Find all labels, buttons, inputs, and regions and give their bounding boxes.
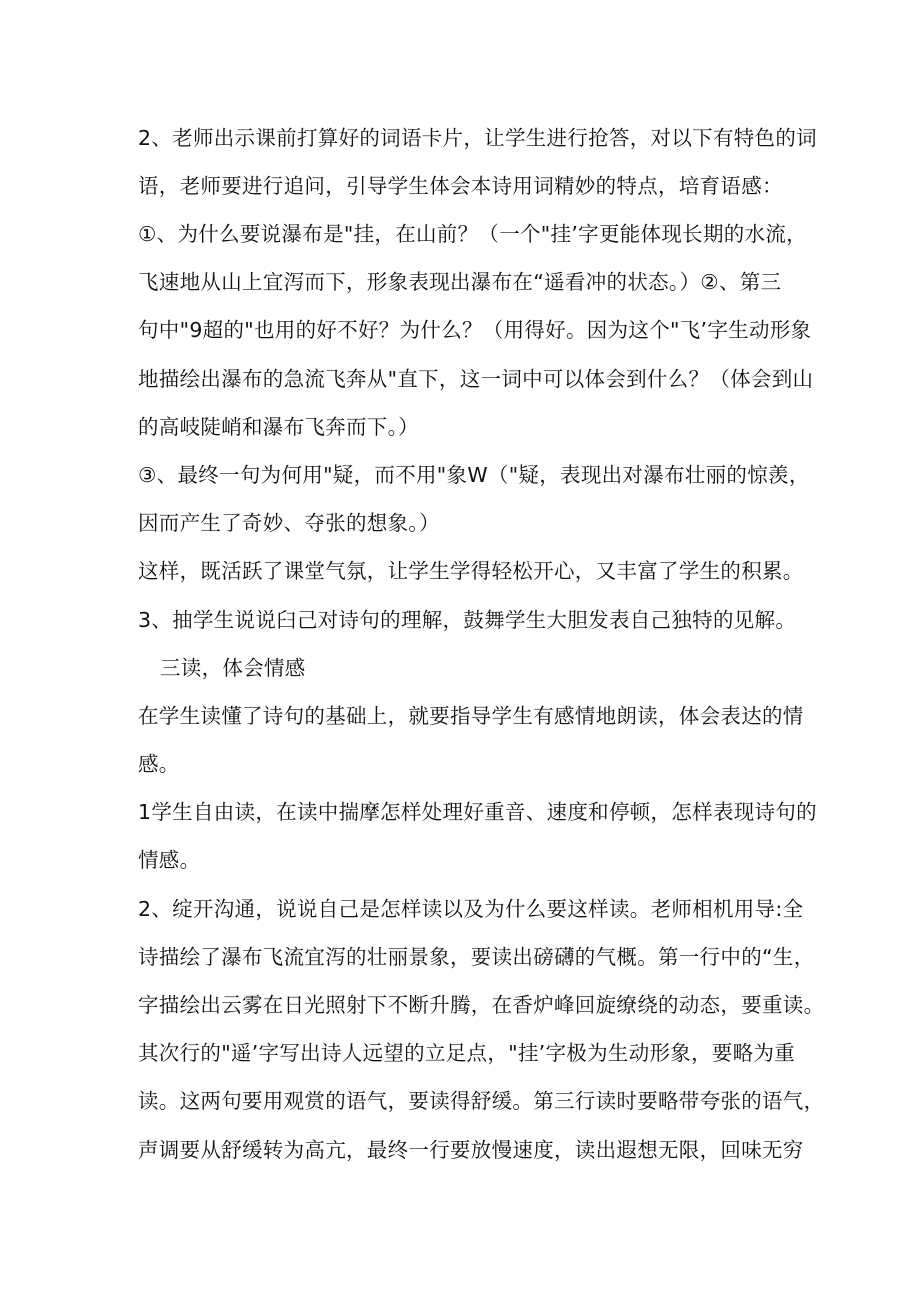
text-line: 情感。 [138,848,201,872]
text-line: 地描绘出瀑布的急流飞奔从"直下，这一词中可以体会到什么？（体会到山 [138,367,814,391]
text-line: 其次行的"遥’字写出诗人远望的立足点，"挂’字极为生动形象，要略为重 [138,1041,796,1065]
text-line: 1学生自由读，在读中揣摩怎样处理好重音、速度和停顿，怎样表现诗句的 [138,800,817,824]
text-line: 在学生读懂了诗句的基础上，就要指导学生有感情地朗读，体会表达的情 [138,704,804,728]
text-line: 的高岐陡峭和瀑布飞奔而下。） [138,415,419,439]
text-line: 语，老师要进行追问，引导学生体会本诗用词精妙的特点，培育语感： [138,174,783,198]
text-line: 这样，既活跃了课堂气氛，让学生学得轻松开心，又丰富了学生的积累。 [138,559,804,583]
section-heading: 三读，体会情感 [160,656,306,680]
text-line: 感。 [138,752,180,776]
text-line: 字描绘出云雾在日光照射下不断升腾，在香炉峰回旋缭绕的动态，要重读。 [138,993,825,1017]
text-line: 2、老师出示课前打算好的词语卡片，让学生进行抢答，对以下有特色的词 [138,126,817,150]
text-line: 诗描绘了瀑布飞流宜泻的壮丽景象，要读出磅礴的气概。第一行中的“生， [138,945,815,969]
text-line: ①、为什么要说瀑布是"挂，在山前？（一个"挂’字更能体现长期的水流， [138,222,807,246]
text-line: 2、绽开沟通，说说自己是怎样读以及为什么要这样读。老师相机用导:全 [138,897,804,921]
text-line: 因而产生了奇妙、夺张的想象。） [138,511,440,535]
text-line: 句中"9超的"也用的好不好？为什么？（用得好。因为这个"飞’字生动形象 [138,318,812,342]
text-line: 声调要从舒缓转为高亢，最终一行要放慢速度，读出遐想无限，回味无穷 [138,1138,804,1162]
text-line: ③、最终一句为何用"疑，而不用"象W（"疑，表现出对瀑布壮丽的惊羡， [138,463,810,487]
text-line: 飞速地从山上宜泻而下，形象表现出瀑布在“遥看冲的状态。）②、第三 [138,270,782,294]
text-line: 读。这两句要用观赏的语气，要读得舒缓。第三行读时要略带夸张的语气， [138,1089,825,1113]
text-line: 3、抽学生说说臼己对诗句的理解，鼓舞学生大胆发表自己独特的见解。 [138,608,797,632]
